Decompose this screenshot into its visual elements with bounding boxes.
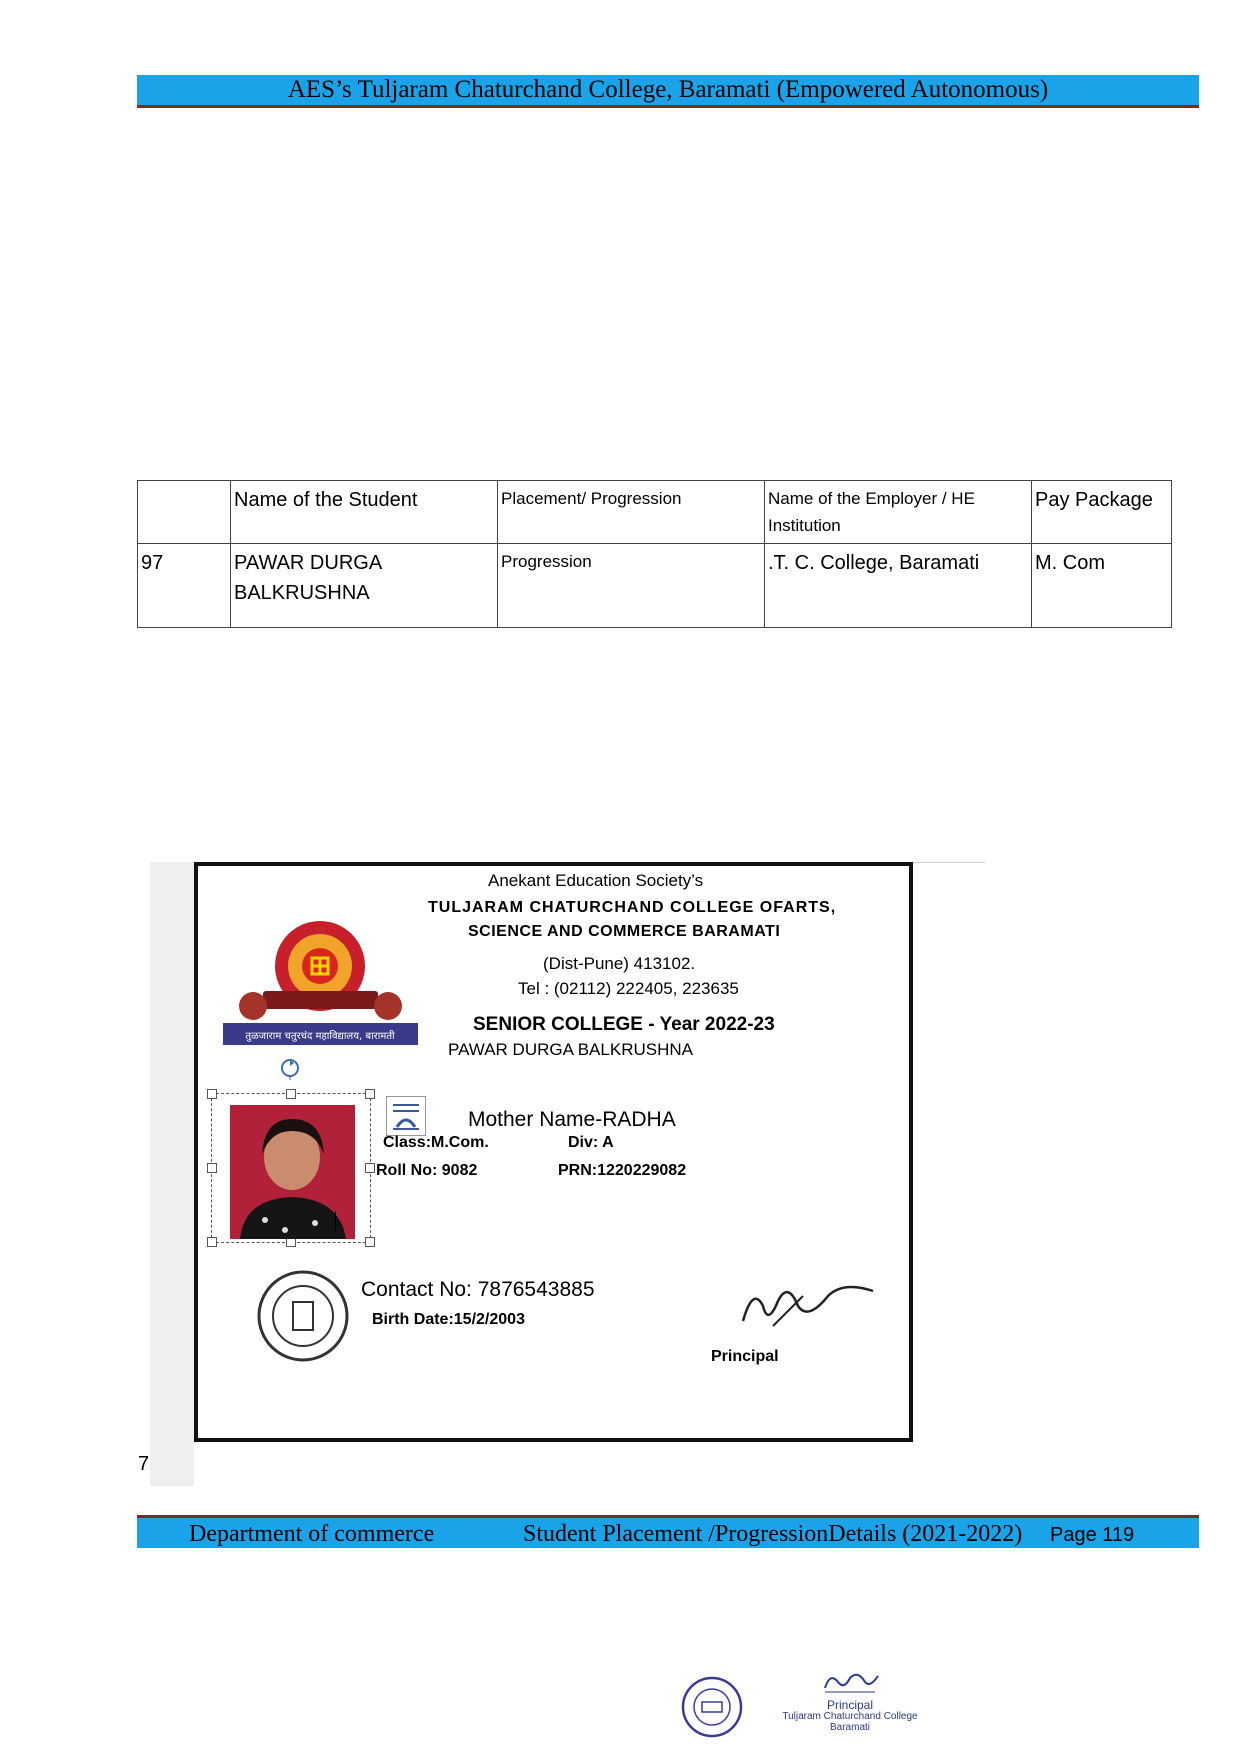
bottom-seal-icon: [680, 1675, 744, 1739]
card-tel: Tel : (02112) 222405, 223635: [518, 979, 739, 998]
logo-banner-text: तुळजाराम चतुरचंद महाविद्यालय, बारामती: [245, 1031, 395, 1042]
student-photo: [230, 1105, 355, 1239]
card-contact: Contact No: 7876543885: [361, 1278, 595, 1301]
cell-placement: Progression: [498, 544, 765, 628]
resize-handle[interactable]: [365, 1089, 375, 1099]
header-cell-pay: Pay Package: [1032, 481, 1172, 544]
layout-options-icon[interactable]: [386, 1096, 426, 1136]
resize-handle[interactable]: [286, 1089, 296, 1099]
id-card-screenshot: [150, 862, 985, 1486]
placement-table: [137, 480, 1172, 628]
bottom-signature-icon: [820, 1670, 880, 1694]
card-society: Anekant Education Society’s: [488, 871, 704, 890]
card-senior: SENIOR COLLEGE - Year 2022-23: [473, 1014, 775, 1035]
card-class: Class:M.Com.: [383, 1134, 489, 1151]
resize-handle[interactable]: [365, 1237, 375, 1247]
footer-details: Student Placement /ProgressionDetails (2021-2022): [523, 1521, 1023, 1547]
page-marker: 7: [138, 1453, 150, 1475]
card-div: Div: A: [568, 1134, 614, 1151]
header-cell-student: Name of the Student: [231, 481, 498, 544]
card-college-line2: SCIENCE AND COMMERCE BARAMATI: [468, 923, 781, 940]
header-cell-employer: Name of the Employer / HE Institution: [765, 481, 1032, 544]
cell-pay: M. Com: [1032, 544, 1172, 628]
photo-selection-frame[interactable]: [211, 1093, 371, 1243]
header-title: AES’s Tuljaram Chaturchand College, Baramati (Empowered Autonomous): [287, 76, 1049, 103]
bottom-stamp-place: Baramati: [829, 1722, 870, 1733]
card-student-name: PAWAR DURGA BALKRUSHNA: [448, 1040, 693, 1059]
resize-handle[interactable]: [207, 1237, 217, 1247]
card-principal: Principal: [711, 1348, 779, 1365]
college-seal-icon: [253, 1266, 353, 1366]
id-card: [194, 862, 913, 1442]
bottom-stamp-college: Tuljaram Chaturchand College: [782, 1711, 918, 1722]
cell-employer: .T. C. College, Baramati: [765, 544, 1032, 628]
resize-handle[interactable]: [365, 1163, 375, 1173]
resize-handle[interactable]: [207, 1163, 217, 1173]
college-logo-icon: [223, 911, 418, 1046]
principal-signature-icon: [733, 1266, 883, 1346]
text-cursor: [335, 1211, 336, 1231]
card-birth: Birth Date:15/2/2003: [372, 1311, 525, 1328]
footer-department: Department of commerce: [189, 1521, 435, 1547]
card-college-line1: TULJARAM CHATURCHAND COLLEGE OFARTS,: [428, 899, 837, 916]
cell-sno: 97: [138, 544, 231, 628]
cell-student-name: PAWAR DURGA BALKRUSHNA: [231, 544, 498, 628]
page-footer: [137, 1515, 1199, 1548]
card-mother: Mother Name-RADHA: [468, 1108, 676, 1131]
card-roll: Roll No: 9082: [376, 1162, 478, 1179]
resize-handle[interactable]: [207, 1089, 217, 1099]
table-row: [138, 544, 1172, 628]
card-prn: PRN:1220229082: [558, 1162, 687, 1179]
editor-gutter: [150, 862, 194, 1486]
rotate-handle-icon[interactable]: [280, 1058, 300, 1080]
table-header-row: [138, 481, 1172, 544]
footer-page-number: Page 119: [1050, 1524, 1135, 1546]
bottom-principal-stamp: [775, 1670, 925, 1750]
header-cell-placement: Placement/ Progression: [498, 481, 765, 544]
card-address: (Dist-Pune) 413102.: [543, 954, 696, 973]
header-cell-sno: [138, 481, 231, 544]
page-header: [137, 75, 1199, 108]
bottom-stamp-title: Principal: [826, 1698, 874, 1712]
